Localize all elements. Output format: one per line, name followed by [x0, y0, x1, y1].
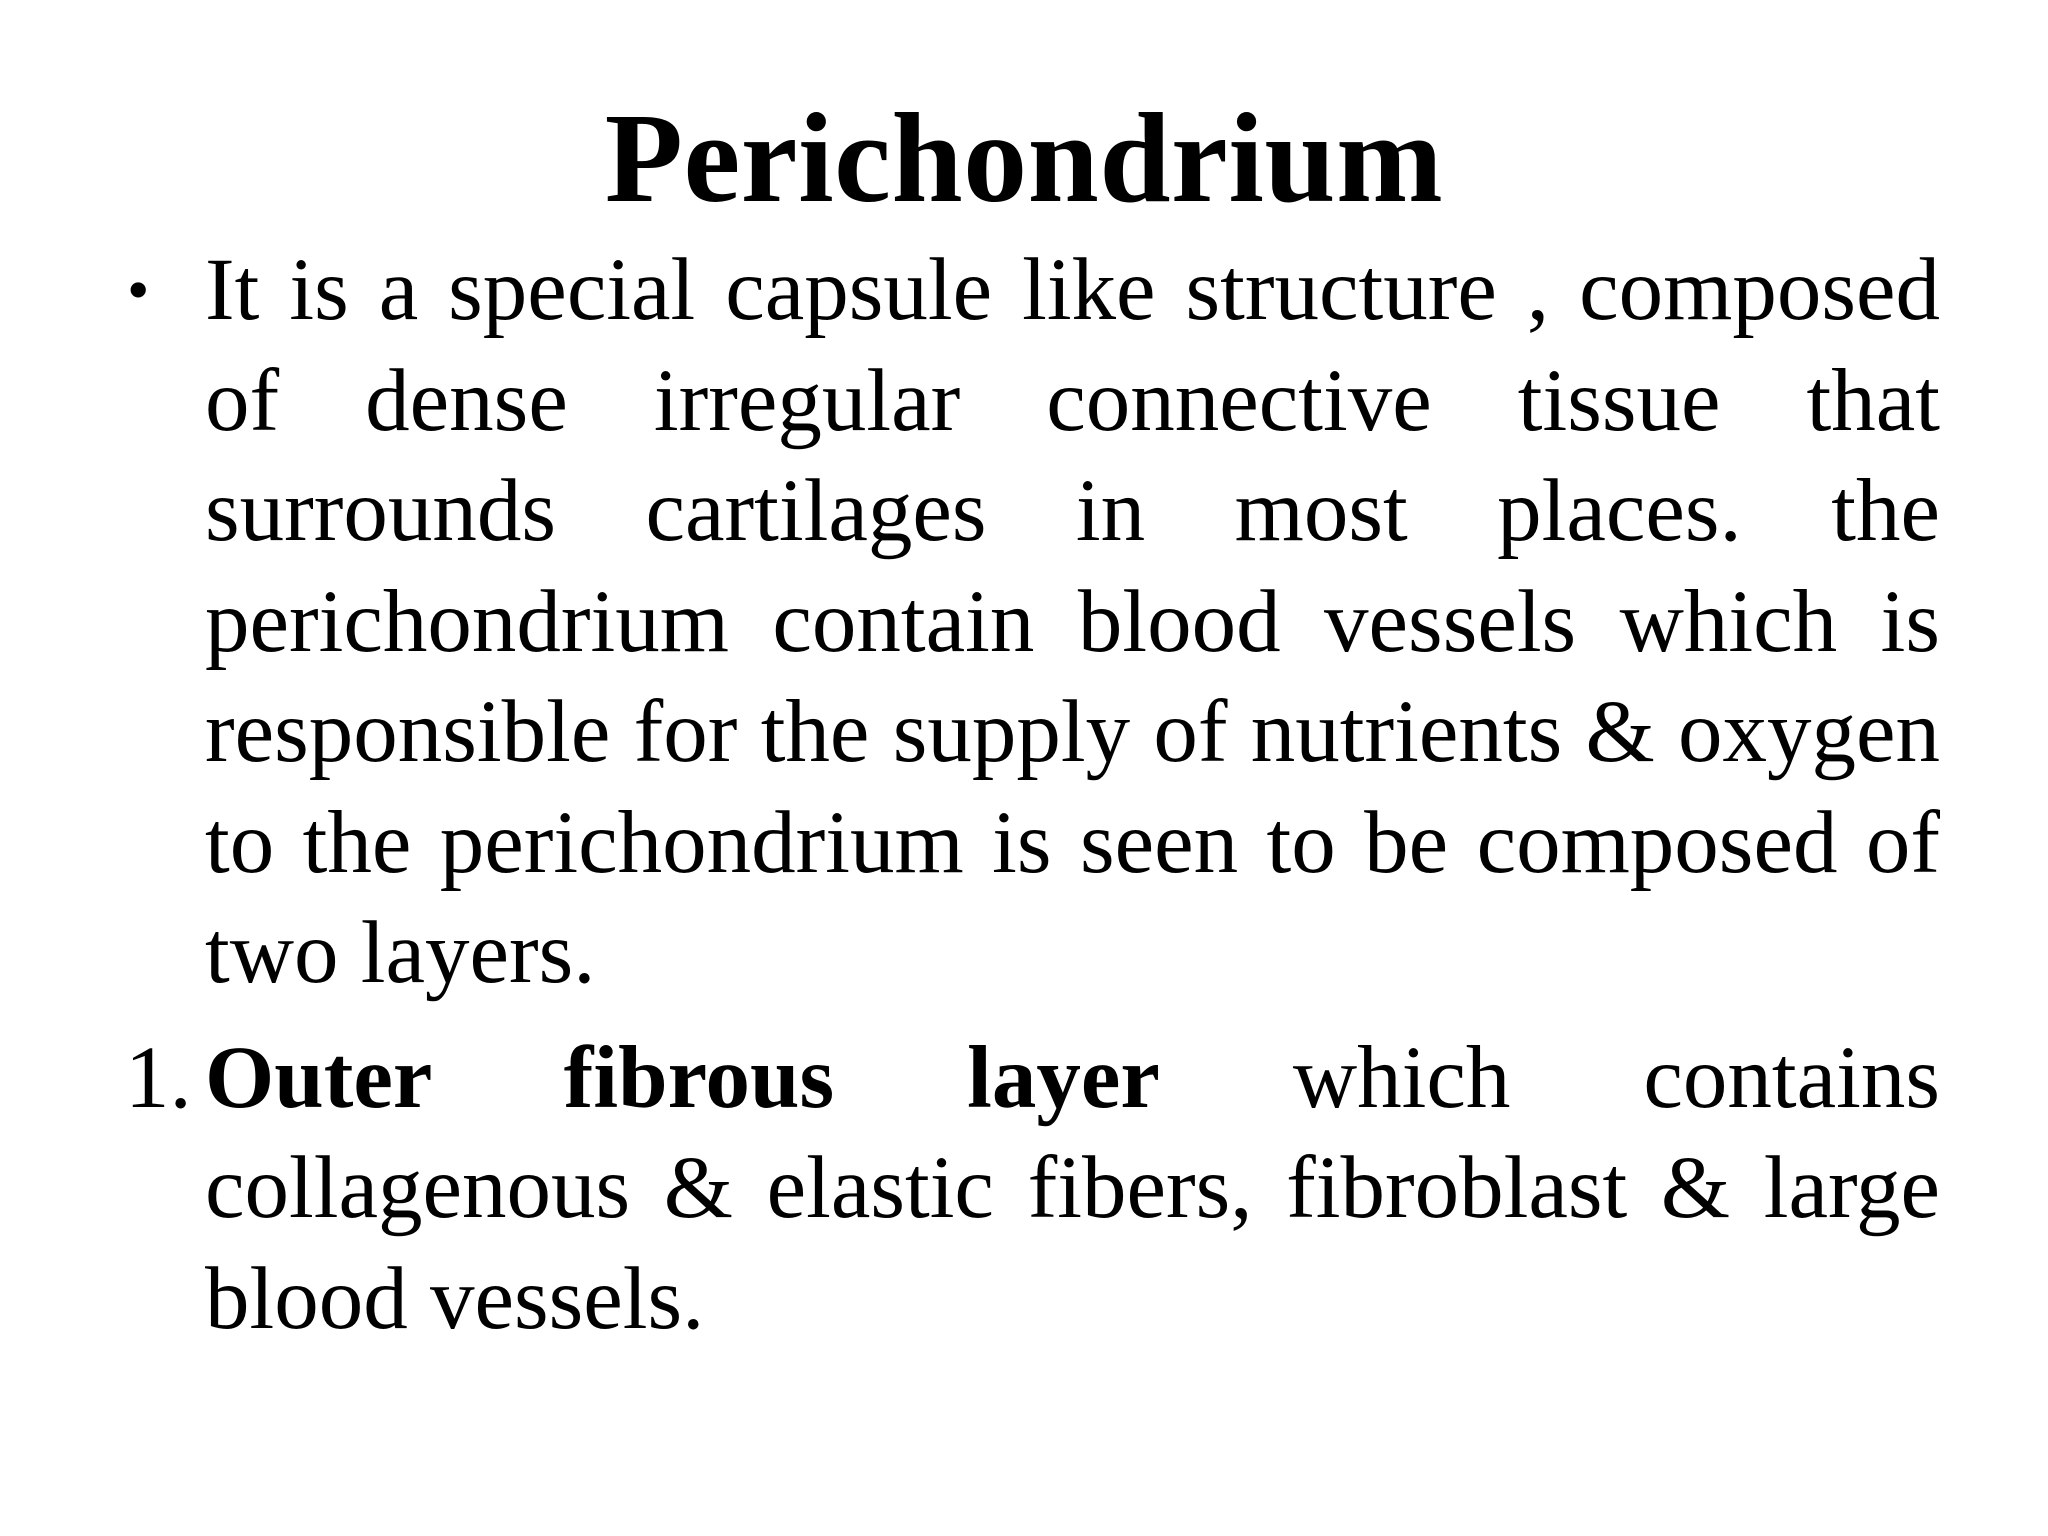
bullet-marker: • [127, 254, 150, 325]
bullet-paragraph [125, 235, 1940, 1009]
numbered-paragraph [125, 1023, 1940, 1355]
slide-body [125, 235, 1940, 1354]
number-marker: 1. [125, 1028, 192, 1127]
slide-title: Perichondrium [604, 87, 1444, 229]
bullet-text: It is a special capsule like structure , composed of dense irregular connective tissue that surrounds cartilages in most places. the perichondrium contain blood vessels which is responsible for the supply of nutrients & oxygen to the perichondrium is seen to be composed of two layers. [205, 241, 1940, 1002]
numbered-item-text: which contains collagenous & elastic fibers, fibroblast & large blood vessels. [205, 1028, 1940, 1348]
numbered-item-heading: Outer fibrous layer [205, 1028, 1160, 1127]
